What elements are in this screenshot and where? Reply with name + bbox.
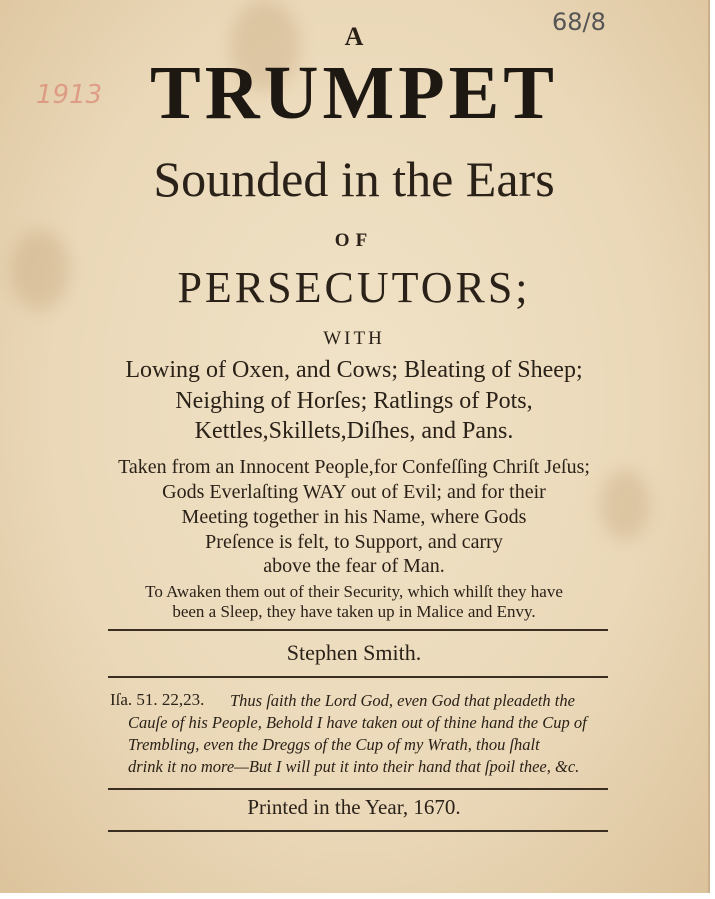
divider	[108, 676, 608, 678]
title-of: OF	[334, 230, 374, 251]
subtitle-line: Kettles,Skillets,Diſhes, and Pans.	[194, 418, 514, 444]
red-pencil-annotation: 1913	[36, 80, 103, 110]
divider	[108, 629, 608, 631]
title-sub1: Sounded in the Ears	[153, 151, 555, 207]
scripture-line: drink it no more—But I will put it into their hand that ſpoil thee, &c.	[128, 757, 580, 776]
author: Stephen Smith.	[286, 640, 422, 665]
description-line: above the fear of Man.	[263, 555, 445, 577]
subtitle-line: Lowing of Oxen, and Cows; Bleating of Sheep;	[125, 357, 583, 383]
title-sub2: PERSECUTORS;	[177, 263, 531, 312]
title-with: WITH	[323, 328, 385, 349]
shelfmark-annotation: 68/8	[552, 8, 606, 36]
title-main: TRUMPET	[150, 51, 558, 135]
purpose-line: been a Sleep, they have taken up in Malice and Envy.	[172, 602, 536, 621]
description-line: Taken from an Innocent People,for Confeſſing Chriſt Jeſus;	[118, 456, 590, 478]
description-line: Meeting together in his Name, where Gods	[181, 506, 527, 528]
description-line: Gods Everlaſting WAY out of Evil; and for their	[162, 481, 546, 503]
divider	[108, 830, 608, 832]
scripture-line: Thus ſaith the Lord God, even God that pleadeth the	[230, 691, 575, 710]
description-line: Preſence is felt, to Support, and carry	[205, 531, 503, 553]
purpose-line: To Awaken them out of their Security, which whilſt they have	[145, 582, 563, 601]
title-article: A	[344, 22, 364, 51]
scripture-reference: Iſa. 51. 22,23.	[110, 690, 205, 709]
divider	[108, 788, 608, 790]
scripture-line: Trembling, even the Dreggs of the Cup of my Wrath, thou ſhalt	[128, 735, 540, 754]
scripture-line: Cauſe of his People, Behold I have taken out of thine hand the Cup of	[128, 713, 587, 732]
subtitle-line: Neighing of Horſes; Ratlings of Pots,	[175, 388, 533, 414]
imprint: Printed in the Year, 1670.	[247, 795, 461, 819]
